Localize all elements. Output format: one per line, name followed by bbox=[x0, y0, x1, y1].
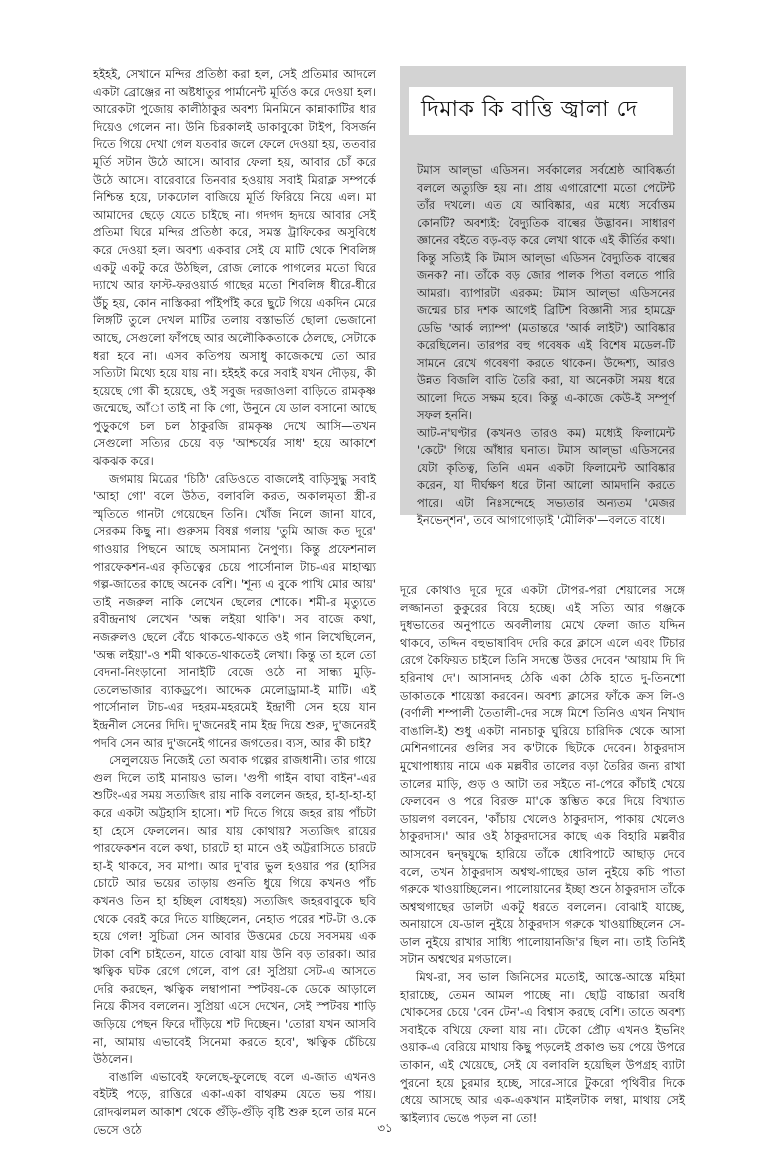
left-column bbox=[93, 66, 376, 1139]
right-column bbox=[400, 582, 685, 1127]
sidebar-box bbox=[400, 66, 686, 527]
sidebar-paragraph: আট-ন'ঘণ্টার (কখনও তারও কম) মধ্যেই ফিলামেন্ট 'কেটে' গিয়ে আঁধার ঘনাত। টমাস আল্‌ভা এডিসনের যেটা কৃতিত্ব, তিনি এমন একটা ফিলামেন্ট আবিষ্কার করেন, যা দীর্ঘক্ষণ ধরে টানা আলো আমদানি করতে পারে। এটা নিঃসন্দেহে সভ্যতার অন্যতম 'মেজর ইনভেন্‌শন', তবে আগাগোড়াই 'মৌলিক'—বলতে বাধে। bbox=[417, 425, 675, 527]
sidebar-body bbox=[417, 162, 675, 530]
page-number: ৩১ bbox=[377, 1121, 393, 1135]
sidebar-title: দিমাক কি বাত্তি জ্বালা দে bbox=[409, 87, 673, 135]
paragraph: দূরে কোথাও দূরে দূরে একটা টোপর-পরা শেয়ালের সঙ্গে লজ্জানতা কুকুরের বিয়ে হচ্ছে। এই সত্যি আর গঞ্জকে দুধভাতের অনুপাতে অবলীলায় মেখে ফেলা জাত যদ্দিন থাকবে, তদ্দিন বহুভাষাবিদ দেরি করে ক্লাসে এলে এবং টিচার রেগে কৈফিয়ত চাইলে তিনি সদম্ভে উত্তর দেবেন 'আয়াম দি দি হরিনাথ দে'। আসানদহ ঠেকি একা ঠেকি হাতে দু-তিনশো ডাকাতকে শায়েস্তা করবেন। অবশ্য ক্লাসের ফাঁকে ক্রস লি-ও (বর্ণালী শম্পালী তৈতালী-দের সঙ্গে মিশে তিনিও এখন নিখাদ বাঙালি-ই) শুধু একটা নানচাকু ঘুরিয়ে চারিদিক থেকে আসা মেশিনগানের গুলির সব ক'টাকে ছিটকে দেবেন। ঠাকুরদাস মুখোপাধ্যায় নামে এক মল্লবীর তালের বড়া তৈরির জন্য রাখা তালের মাড়ি, গুড় ও আটা তর সইতে না-পেরে কাঁচাই খেয়ে ফেলবেন ও পরে বিরক্ত মা'কে স্তম্ভিত করে দিয়ে বিখ্যাত ডায়লগ বলবেন, 'কাঁচায় খেলেও ঠাকুরদাস, পাকায় খেলেও ঠাকুরদাস।' আর ওই ঠাকুরদাসের কাছে এক বিহারি মল্লবীর আসবেন দ্বন্দ্বযুদ্ধে হারিয়ে তাঁকে ধোবিপাটে আছাড় দেবে বলে, তখন ঠাকুরদাস অশ্বত্থ-গাছের ডাল নুইয়ে কচি পাতা গরুকে খাওয়াচ্ছিলেন। পালোয়ানের ইচ্ছা শুনে ঠাকুরদাস তাঁকে অশ্বত্থগাছের ডালটা একটু ধরতে বললেন। বোঝাই যাচ্ছে, অনায়াসে যে-ডাল নুইয়ে ঠাকুরদাস গরুকে খাওয়াচ্ছিলেন সে-ডাল নুইয়ে রাখার সাধ্যি পালোয়ানজি'র ছিল না। তাই তিনিই সটান অশ্বত্থের মগডালে। bbox=[400, 583, 685, 967]
paragraph: হইহই, সেখানে মন্দির প্রতিষ্ঠা করা হল, সেই প্রতিমার আদলে একটা ব্রোঞ্জের না অষ্টধাতুর পার্মানেন্ট মূর্তিও করে দেওয়া হল। আরেকটা পুজোয় কালীঠাকুর অবশ্য মিনমিনে কান্নাকাটির ধার দিয়েও গেলেন না। উনি চিরকালই ডাকাবুকো টাইপ, বিসর্জন দিতে গিয়ে দেখা গেল যতবার জলে ফেলে দেওয়া হয়, ততবার মূর্তি সটান উঠে আসে। আবার ফেলা হয়, আবার চোঁ করে উঠে আসে। বারেবারে তিনবার হওয়ায় সবাই মিরাক্ল সম্পর্কে নিশ্চিন্ত হয়ে, ঢাকঢোল বাজিয়ে মূর্তি ফিরিয়ে নিয়ে এল। মা আমাদের ছেড়ে যেতে চাইছে না। গদগদ হৃদয়ে আবার সেই প্রতিমা ঘিরে মন্দির প্রতিষ্ঠা করে, সমস্ত ট্রাফিকের অসুবিধে করে দেওয়া হল। অবশ্য একবার সেই যে মাটি থেকে শিবলিঙ্গ একটু একটু করে উঠছিল, রোজ লোকে পাগলের মতো ঘিরে দ্যাখে আর ফাস্ট-ফরওয়ার্ড গাছের মতো শিবলিঙ্গ ধীরে-ধীরে উঁচু হয়, কোন নাস্তিকরা পাঁইপাঁই করে ছুটে গিয়ে একদিন মেরে লিঙ্গটি তুলে দেখল মাটির তলায় বস্তাভর্তি ছোলা ভেজানো আছে, সেগুলো ফাঁপছে আর অলৌকিকতাকে ঠেলছে, সেটাকে ধরা হবে না। এসব কতিপয় অসাধু কাজেকম্মে তো আর সত্যিটা মিথ্যে হয়ে যায় না। হইহই করে সবাই যখন দৌড়য়, কী হয়েছে গো কী হয়েছে, ওই সবুজ দরজাওলা বাড়িতে রামকৃষ্ণ জন্মেছে, আঁা তাই না কি গো, উনুনে যে ডাল বসানো আছে পুড়ুকগে চল চল ঠাকুরজি রামকৃষ্ণ দেখে আসি—তখন সেগুলো সত্যির চেয়ে বড় 'আশ্চর্যের সাধ' হয়ে আকাশে ঝকঝক করে। bbox=[93, 67, 376, 469]
sidebar-paragraph: টমাস আল্‌ভা এডিসন। সর্বকালের সর্বশ্রেষ্ঠ আবিষ্কর্তা বললে অত্যুক্তি হয় না। প্রায় এগারোশো মতো পেটেন্ট তাঁর দখলে। এত যে আবিষ্কার, এর মধ্যে সর্বোত্তম কোনটি? অবশ্যই: বৈদ্যুতিক বাল্বের উদ্ভাবন। সাধারণ জ্ঞানের বইতে বড়-বড় করে লেখা থাকে এই কীর্তির কথা। কিন্তু সত্যিই কি টমাস আল্‌ভা এডিসন বৈদ্যুতিক বাল্বের জনক? না। তাঁকে বড় জোর পালক পিতা বলতে পারি আমরা। ব্যাপারটা এরকম: টমাস আল্‌ভা এডিসনের জন্মের চার দশক আগেই ব্রিটিশ বিজ্ঞানী স্যর হামফ্রে ডেভি 'আর্ক ল্যাম্প' (মতান্তরে 'আর্ক লাইট') আবিষ্কার করেছিলেন। তারপর বহু গবেষক এই বিশেষ মডেল-টি সামনে রেখে গবেষণা করতে থাকেন। উদ্দেশ্য, আরও উন্নত বিজলি বাতি তৈরি করা, যা অনেকটা সময় ধরে আলো দিতে সক্ষম হবে। কিন্তু এ-কাজে কেউ-ই সম্পূর্ণ সফল হননি। bbox=[417, 163, 675, 422]
paragraph: সেলুলয়েড নিজেই তো অবাক গল্পের রাজধানী। তার গায়ে গুল দিলে তাই মানায়ও ভাল। 'গুপী গাইন বাঘা বাইন'-এর শুটিং-এর সময় সত্যজিৎ রায় নাকি বললেন জহর, হা-হা-হা-হা করে একটা অট্টহাসি হাসো। শট দিতে গিয়ে জহর রায় পাঁচটা হা হেসে ফেললেন। আর যায় কোথায়? সত্যজিৎ রায়ের পারফেকশন বলে কথা, চারটে হা মানে ওই অট্টরাসিতে চারটে হা-ই থাকবে, সব মাপা। আর দু'বার ভুল হওয়ার পর (হাসির চোটে আর ভয়ের তাড়ায় গুনতি ধুয়ে গিয়ে কখনও পাঁচ কখনও তিন হা হচ্ছিল বোধহয়) সত্যজিৎ জহরবাবুকে ছবি থেকে বেরই করে দিতে যাচ্ছিলেন, নেহাত পরের শট-টা ও.কে হয়ে গেল! সুচিত্রা সেন আবার উত্তমের চেয়ে সবসময় এক টাকা বেশি চাইতেন, যাতে বোঝা যায় উনি বড় তারকা। আর ঋত্বিক ঘটক রেগে গেলে, বাপ রে! সুপ্রিয়া সেট-এ আসতে দেরি করছেন, ঋত্বিক লম্বাপানা স্পটবয়-কে ডেকে আড়ালে নিয়ে কীসব বললেন। সুপ্রিয়া এসে দেখেন, সেই স্পটবয় শাড়ি জড়িয়ে পেছন ফিরে দাঁড়িয়ে শট দিচ্ছেন। 'তোরা যখন আসবি না, আমায় এভাবেই সিনেমা করতে হবে', ঋত্বিক চেঁচিয়ে উঠলেন। bbox=[93, 753, 376, 1067]
paragraph: মিথ-রা, সব ভাল জিনিসের মতোই, আস্তে-আস্তে মহিমা হারাচ্ছে, তেমন আমল পাচ্ছে না। ছোট্ট বাচ্চারা অবধি খোকসের চেয়ে 'বেন টেন'-এ বিশ্বাস করছে বেশি। তাতে অবশ্য সবাইকে বখিয়ে ফেলা যায় না। টেকো প্রৌঢ় এখনও ইভনিং ওয়াক-এ বেরিয়ে মাথায় কিছু পড়লেই প্রকাণ্ড ভয় পেয়ে উপরে তাকান, এই খেয়েছে, সেই যে বলাবলি হয়েছিল উপগ্রহ ব্যাটা পুরনো হয়ে চুরমার হচ্ছে, সারে-সারে টুকরো পৃথিবীর দিকে ধেয়ে আসছে আর এক-একখান মাইলটাক লম্বা, মাথায় সেই স্কাইল্যাব ভেঙে পড়ল না তো! bbox=[400, 970, 685, 1125]
paragraph: জগমায় মিত্রের 'চিঠি' রেডিওতে বাজলেই বাড়িসুদ্ধু সবাই 'আহা গো' বলে উঠত, বলাবলি করত, অকালমৃতা স্ত্রী-র স্মৃতিতে গানটা গেয়েছেন তিনি। খোঁজ নিলে জানা যাবে, সেরকম কিছু না। গুরুসম বিষণ্ণ গলায় 'তুমি আজ কত দূরে' গাওয়ার পিছনে আছে অসামান্য নৈপুণ্য। কিন্তু প্রফেশনাল পারফেকশন-এর কৃতিত্বের চেয়ে পার্সোনাল টাচ-এর মাহাত্ম্য গল্প-জাতের কাছে অনেক বেশি। 'শূন্য এ বুকে পাখি মোর আয়' তাই নজরুল নাকি লেখেন ছেলের শোকে। শমী-র মৃত্যুতে রবীন্দ্রনাথ লেখেন 'অন্ধ লইয়া থাকি'। সব বাজে কথা, নজরুলও ছেলে বেঁচে থাকতে-থাকতে ওই গান লিখেছিলেন, 'অন্ধ লইয়া'-ও শমী থাকতে-থাকতেই লেখা। কিন্তু তা হলে তো বেদনা-নিংড়ানো সানাইটি বেজে ওঠে না সান্ধ্য মুড়ি-তেলেভাজার ব্যাকড্রপে। আদ্দেক মেলোড্রামা-ই মাটি। এই পার্সোনাল টাচ-এর দহরম-মহরমেই ইন্দ্রাণী সেন হয়ে যান ইন্দ্রনীল সেনের দিদি। দু'জনেরই নাম ইন্দ্র দিয়ে শুরু, দু'জনেরই পদবি সেন আর দু'জনেই গানের জগতের। ব্যস, আর কী চাই? bbox=[93, 471, 376, 750]
paragraph: বাঙালি এভাবেই ফলেছে-ফুলেছে বলে এ-জাত এখনও বইটই পড়ে, রাত্তিরে একা-একা বাথরুম যেতে ভয় পায়। রোদঝলমল আকাশ থেকে গুঁড়ি-গুঁড়ি বৃষ্টি শুরু হলে তার মনে ভেসে ওঠে bbox=[93, 1069, 376, 1137]
